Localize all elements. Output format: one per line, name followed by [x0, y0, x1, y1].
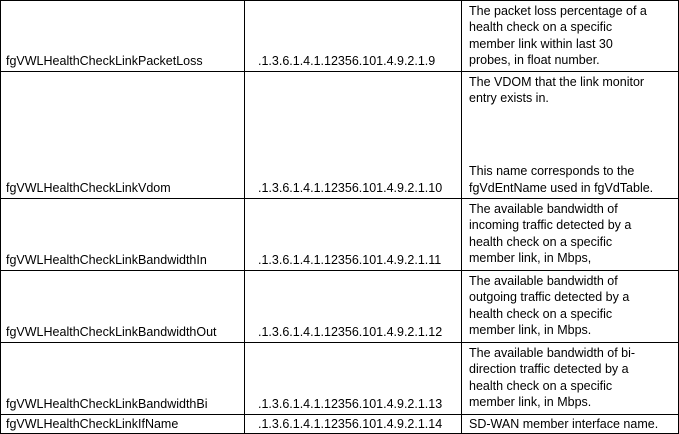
table-row [0, 342, 679, 415]
table-row [0, 198, 679, 271]
description-line: This name corresponds to the [469, 164, 635, 179]
table-row [0, 414, 679, 434]
description-line: member link, in Mbps. [469, 394, 592, 409]
table-row [0, 0, 679, 72]
description-line: The VDOM that the link monitor [469, 75, 645, 89]
object-name: fgVWLHealthCheckLinkBandwidthIn [6, 253, 207, 267]
object-oid: .1.3.6.1.4.1.12356.101.4.9.2.1.10 [258, 181, 443, 195]
object-oid: .1.3.6.1.4.1.12356.101.4.9.2.1.11 [258, 253, 442, 267]
description-line: The available bandwidth of [469, 202, 618, 216]
object-oid: .1.3.6.1.4.1.12356.101.4.9.2.1.9 [258, 54, 436, 68]
description-line: The available bandwidth of bi- [469, 346, 636, 360]
description-line: The packet loss percentage of a [469, 4, 647, 18]
description-line: SD-WAN member interface name. [469, 417, 659, 431]
object-oid: .1.3.6.1.4.1.12356.101.4.9.2.1.13 [258, 397, 443, 411]
description [469, 416, 674, 432]
oid-cell [244, 0, 462, 72]
description-cell [461, 270, 679, 343]
name-cell [0, 71, 245, 199]
description-line: health check on a specific [469, 306, 613, 321]
oid-cell [244, 414, 462, 434]
object-name: fgVWLHealthCheckLinkIfName [6, 417, 179, 431]
object-oid: .1.3.6.1.4.1.12356.101.4.9.2.1.12 [258, 325, 443, 339]
description-line: probes, in float number. [469, 52, 600, 67]
description-line: health check on a specific [469, 20, 613, 35]
description [469, 3, 674, 68]
object-name: fgVWLHealthCheckLinkVdom [6, 181, 171, 195]
description-line: health check on a specific [469, 378, 613, 393]
description-line: fgVdEntName used in fgVdTable. [469, 180, 654, 195]
object-oid: .1.3.6.1.4.1.12356.101.4.9.2.1.14 [258, 417, 443, 431]
oid-cell [244, 71, 462, 199]
description-line: member link, in Mbps, [469, 250, 592, 265]
name-cell [0, 198, 245, 271]
oid-cell [244, 198, 462, 271]
table-row [0, 71, 679, 199]
description-note [469, 163, 674, 196]
description-cell [461, 0, 679, 72]
object-name: fgVWLHealthCheckLinkBandwidthBi [6, 397, 208, 411]
description-line: outgoing traffic detected by a [469, 290, 630, 305]
oid-cell [244, 342, 462, 415]
description [469, 74, 674, 107]
description-cell [461, 414, 679, 434]
description [469, 201, 674, 266]
object-name: fgVWLHealthCheckLinkBandwidthOut [6, 325, 217, 339]
description-line: member link within last 30 [469, 36, 613, 51]
description-line: The available bandwidth of [469, 274, 618, 288]
oid-cell [244, 270, 462, 343]
description-line: health check on a specific [469, 234, 613, 249]
description-line: direction traffic detected by a [469, 362, 629, 377]
description-line: member link, in Mbps. [469, 322, 592, 337]
object-name: fgVWLHealthCheckLinkPacketLoss [6, 54, 203, 68]
description-line: incoming traffic detected by a [469, 218, 632, 233]
name-cell [0, 270, 245, 343]
name-cell [0, 342, 245, 415]
description-cell [461, 342, 679, 415]
description-cell [461, 71, 679, 199]
name-cell [0, 0, 245, 72]
name-cell [0, 414, 245, 434]
description [469, 273, 674, 338]
description [469, 345, 674, 410]
table-row [0, 270, 679, 343]
description-line: entry exists in. [469, 91, 549, 106]
description-cell [461, 198, 679, 271]
